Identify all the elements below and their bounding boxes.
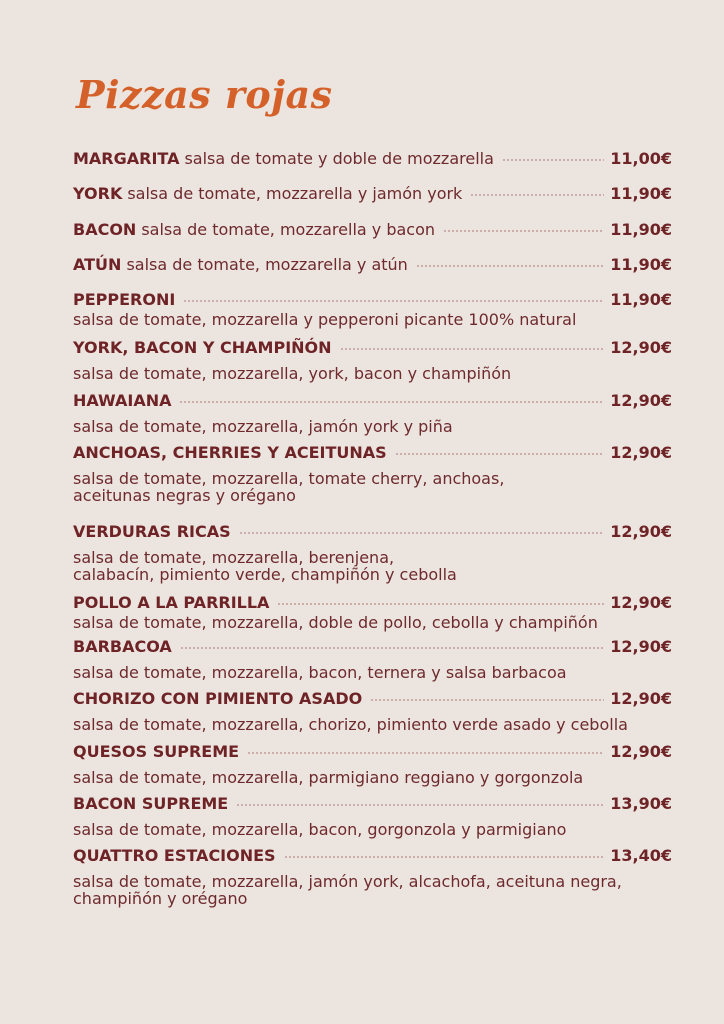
dotted-leader [277,601,604,607]
item-name: CHORIZO CON PIMIENTO ASADO [73,689,363,708]
item-price: 12,90€ [610,338,672,357]
item-name: PEPPERONI [73,290,176,309]
item-name: QUESOS SUPREME [73,742,240,761]
dotted-leader [183,298,604,304]
item-price: 11,90€ [610,184,672,203]
item-description-line: aceitunas negras y orégano [73,486,296,505]
item-price: 11,00€ [610,149,672,168]
item-price: 12,90€ [610,593,672,612]
item-description: salsa de tomate, mozzarella, doble de pollo, cebolla y champiñón [73,613,598,632]
item-description: salsa de tomate, mozzarella y atún [126,255,408,274]
item-description: salsa de tomate, mozzarella y bacon [141,220,436,239]
item-price: 12,90€ [610,689,672,708]
dotted-leader [370,697,604,703]
dotted-leader [239,530,605,536]
menu-item-hawaiana [73,388,672,435]
dotted-leader [416,263,604,269]
item-price: 11,90€ [610,290,672,309]
item-price: 12,90€ [610,391,672,410]
item-price: 13,40€ [610,846,672,865]
item-price: 11,90€ [610,255,672,274]
menu-item-bacon [73,217,672,239]
item-description: salsa de tomate, mozzarella, chorizo, pimiento verde asado y cebolla [73,715,628,734]
item-description [73,470,672,504]
item-description-line: salsa de tomate, mozzarella, berenjena, [73,548,395,567]
item-name: YORK [73,184,123,203]
item-name: ATÚN [73,255,122,274]
item-price: 12,90€ [610,443,672,462]
item-description-line: champiñón y orégano [73,889,248,908]
item-description: salsa de tomate, mozzarella y jamón york [127,184,463,203]
menu-item-quesos-supreme [73,739,672,786]
dotted-leader [443,228,604,234]
dotted-leader [247,750,604,756]
item-price: 12,90€ [610,522,672,541]
item-name: QUATTRO ESTACIONES [73,846,276,865]
menu-item-chorizo-pimiento-asado [73,686,672,733]
item-name: POLLO A LA PARRILLA [73,593,270,612]
item-description: salsa de tomate, mozzarella, bacon, ternera y salsa barbacoa [73,663,567,682]
item-price: 12,90€ [610,742,672,761]
item-description-line: salsa de tomate, mozzarella, jamón york, alcachofa, aceituna negra, [73,872,622,891]
dotted-leader [502,157,604,163]
item-description [73,549,672,583]
dotted-leader [340,346,605,352]
dotted-leader [180,645,604,651]
menu-item-atun [73,252,672,274]
page-title: Pizzas rojas [76,72,333,117]
menu-item-barbacoa [73,634,672,681]
item-name: MARGARITA [73,149,180,168]
item-name: BACON SUPREME [73,794,229,813]
item-name: HAWAIANA [73,391,172,410]
item-name: YORK, BACON Y CHAMPIÑÓN [73,338,332,357]
item-name: BACON [73,220,137,239]
dotted-leader [236,802,604,808]
item-name: BARBACOA [73,637,172,656]
menu-item-verduras-ricas [73,519,672,583]
item-description: salsa de tomate, mozzarella, bacon, gorgonzola y parmigiano [73,820,567,839]
item-description [73,873,672,907]
item-price: 11,90€ [610,220,672,239]
item-name: ANCHOAS, CHERRIES Y ACEITUNAS [73,443,387,462]
dotted-leader [179,399,604,405]
item-description: salsa de tomate y doble de mozzarella [184,149,494,168]
menu-item-quattro-estaciones [73,843,672,907]
menu-item-york-bacon-champinon [73,335,672,382]
item-price: 12,90€ [610,637,672,656]
item-description-line: salsa de tomate, mozzarella, tomate cherry, anchoas, [73,469,505,488]
menu-item-pollo-a-la-parrilla [73,590,672,631]
item-description: salsa de tomate, mozzarella, york, bacon y champiñón [73,364,512,383]
menu-item-anchoas-cherries-aceitunas [73,440,672,504]
dotted-leader [470,192,604,198]
item-description: salsa de tomate, mozzarella, parmigiano reggiano y gorgonzola [73,768,584,787]
menu-item-pepperoni [73,287,672,328]
item-description-line: calabacín, pimiento verde, champiñón y cebolla [73,565,457,584]
menu-item-york [73,181,672,203]
menu-item-bacon-supreme [73,791,672,838]
item-price: 13,90€ [610,794,672,813]
item-name: VERDURAS RICAS [73,522,231,541]
dotted-leader [284,854,605,860]
item-description: salsa de tomate, mozzarella, jamón york y piña [73,417,453,436]
menu-item-margarita [73,146,672,168]
dotted-leader [395,451,605,457]
item-description: salsa de tomate, mozzarella y pepperoni picante 100% natural [73,310,577,329]
